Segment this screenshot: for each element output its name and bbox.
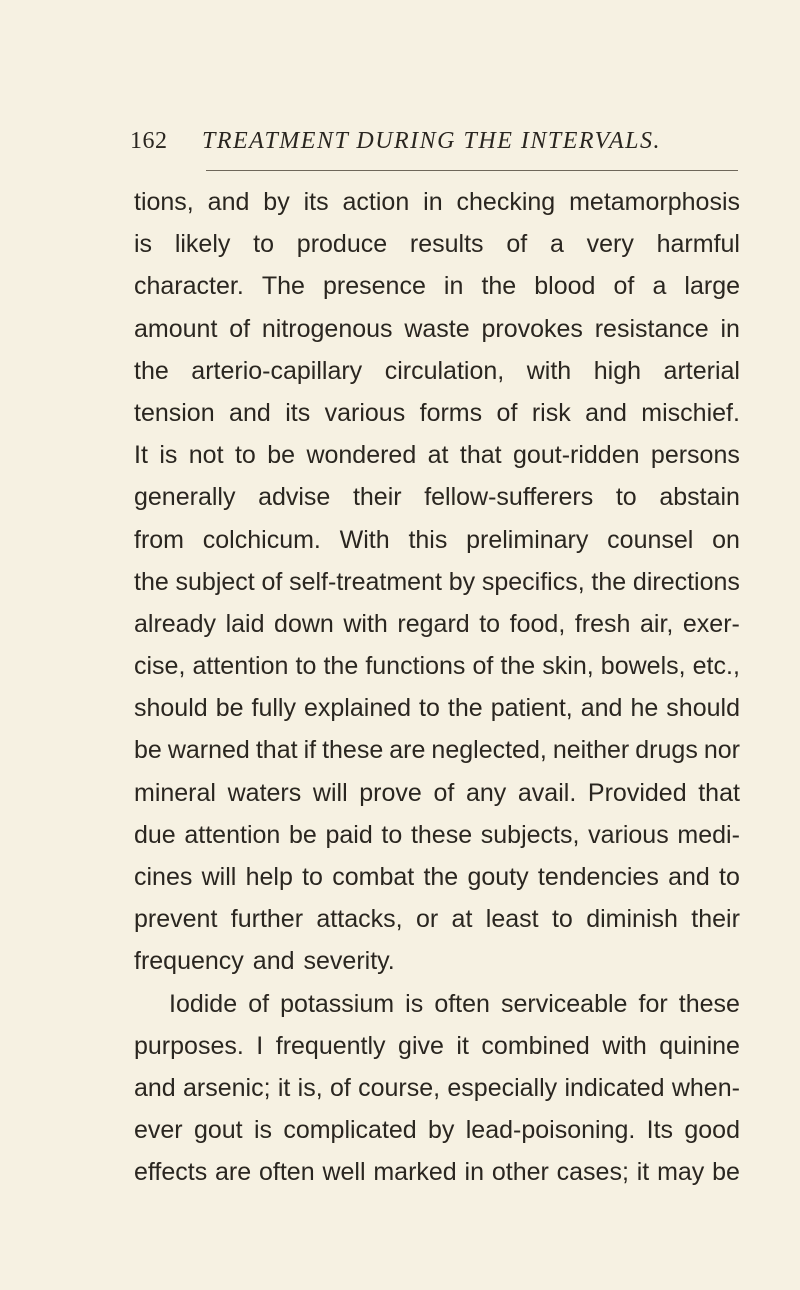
text-line: character. The presence in the blood of a large: [134, 272, 740, 301]
text-line: is likely to produce results of a very harmful: [134, 230, 740, 259]
text-line: ever gout is complicated by lead-poisoning. Its good: [134, 1116, 740, 1145]
text-line: and arsenic; it is, of course, especially indicated when-: [134, 1073, 740, 1102]
running-title: TREATMENT DURING THE INTERVALS.: [202, 128, 661, 154]
text-line: be warned that if these are neglected, neither drugs nor: [134, 736, 740, 765]
text-line: mineral waters will prove of any avail. Provided that: [134, 778, 740, 807]
page-number: 162: [130, 128, 168, 154]
page-header: [130, 128, 770, 168]
text-line: purposes. I frequently give it combined with quinine: [134, 1031, 740, 1060]
text-line: prevent further attacks, or at least to diminish their: [134, 905, 740, 934]
header-rule: [206, 170, 738, 171]
text-line: cise, attention to the functions of the skin, bowels, etc.,: [134, 652, 740, 681]
text-line: generally advise their fellow-sufferers to abstain: [134, 483, 740, 512]
text-line: effects are often well marked in other cases; it may be: [134, 1158, 740, 1187]
text-line: the arterio-capillary circulation, with high arterial: [134, 356, 740, 385]
text-line: It is not to be wondered at that gout-ridden persons: [134, 441, 740, 470]
text-line: should be fully explained to the patient, and he should: [134, 694, 740, 723]
text-line: tension and its various forms of risk and mischief.: [134, 398, 740, 427]
text-line: Iodide of potassium is often serviceable for these: [169, 989, 740, 1018]
text-line: due attention be paid to these subjects, various medi-: [134, 820, 740, 849]
text-line: frequency and severity.: [134, 947, 395, 976]
text-line: the subject of self-treatment by specifics, the directions: [134, 567, 740, 596]
text-line: from colchicum. With this preliminary counsel on: [134, 525, 740, 554]
text-line: tions, and by its action in checking metamorphosis: [134, 188, 740, 216]
text-line: already laid down with regard to food, fresh air, exer-: [134, 609, 740, 638]
body-text: [134, 181, 740, 1194]
text-line: amount of nitrogenous waste provokes resistance in: [134, 314, 740, 343]
text-line: cines will help to combat the gouty tendencies and to: [134, 863, 740, 891]
